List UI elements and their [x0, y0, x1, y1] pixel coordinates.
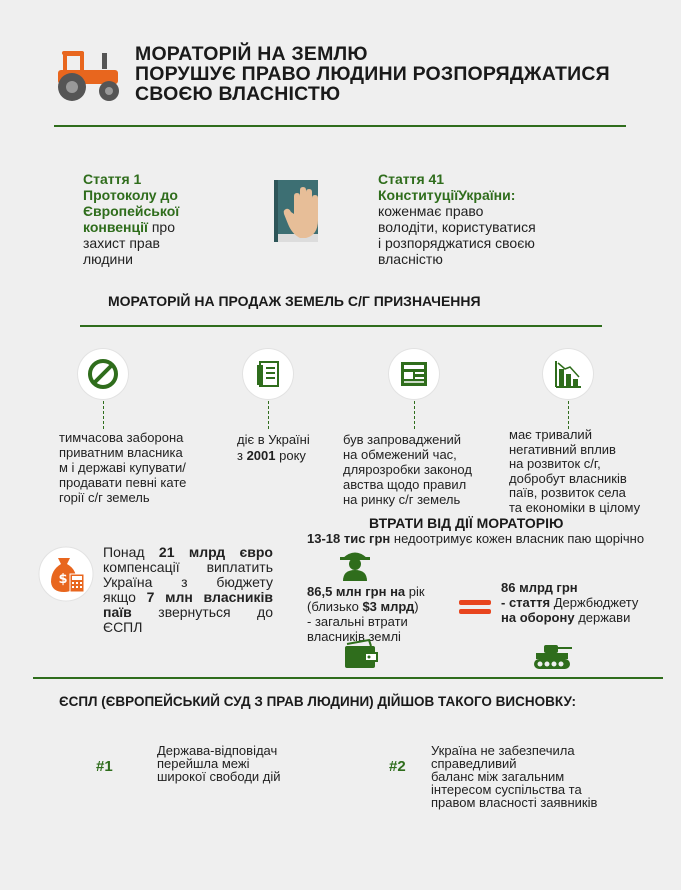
- conclusion-1-number: #1: [96, 758, 113, 775]
- losses-heading: ВТРАТИ ВІД ДІЇ МОРАТОРІЮ: [369, 515, 564, 531]
- conclusion-2-text: Україна не забезпечила справедливий баланс між загальним інтересом суспільства та правом власності заявників: [431, 743, 598, 810]
- wallet-icon: [343, 638, 379, 670]
- equals-sign-top: [459, 600, 491, 605]
- court-heading: ЄСПЛ (ЄВРОПЕЙСЬКИЙ СУД З ПРАВ ЛЮДИНИ) ДІЙШОВ ТАКОГО ВИСНОВКУ:: [59, 694, 577, 709]
- page-title: МОРАТОРІЙ НА ЗЕМЛЮ ПОРУШУЄ ПРАВО ЛЮДИНИ РОЗПОРЯДЖАТИСЯ СВОЄЮ ВЛАСНІСТЮ: [135, 43, 610, 105]
- prohibited-icon: [78, 349, 128, 399]
- moratorium-item-1-icon-circle: [78, 349, 128, 399]
- moratorium-item-3-text: був запроваджений на обмежений час, длярозробки законод авства щодо правил на ринку с/г земель: [343, 432, 472, 507]
- document-icon: [243, 349, 293, 399]
- constitution-book-icon: [272, 180, 334, 244]
- connector: [103, 401, 104, 429]
- moratorium-heading: МОРАТОРІЙ НА ПРОДАЖ ЗЕМЕЛЬ С/Г ПРИЗНАЧЕННЯ: [108, 293, 481, 309]
- losses-defense-budget: 86 млрд грн - стаття Держбюджету на оборону держави: [501, 580, 639, 625]
- moratorium-item-2-text: діє в Україні з 2001 року: [237, 432, 310, 463]
- svg-text:$: $: [58, 572, 68, 587]
- conclusion-2-number: #2: [389, 758, 406, 775]
- compensation-text: Понад 21 млрд євро компенсації виплатить Україна з бюджету якщо 7 млн власників паїв звернуться до ЄСПЛ: [103, 544, 273, 635]
- moratorium-item-1-text: тимчасова заборона приватним власника м і державі купувати/ продавати певні кате горії с/г земель: [59, 430, 187, 505]
- divider: [33, 677, 663, 679]
- connector: [414, 401, 415, 429]
- tank-icon: [532, 641, 572, 671]
- tractor-icon: [52, 49, 124, 103]
- moratorium-item-4-text: має тривалий негативний вплив на розвиток с/г, добробут власників паїв, розвиток села та економіки в цілому: [509, 427, 641, 515]
- connector: [568, 401, 569, 429]
- losses-per-owner: 13-18 тис грн недоотримує кожен власник паю щорічно: [307, 531, 645, 546]
- divider: [80, 325, 602, 327]
- farmer-icon: [338, 547, 372, 581]
- newspaper-icon: [389, 349, 439, 399]
- divider: [54, 125, 626, 127]
- money-bag-calculator-icon: [38, 546, 94, 602]
- article-constitution: Стаття 41 КонституціїУкраїни: коженмає право володіти, користуватися і розпоряджатися своєю власністю: [378, 171, 536, 267]
- chart-decline-icon: [543, 349, 593, 399]
- moratorium-item-2-icon-circle: [243, 349, 293, 399]
- moratorium-item-3-icon-circle: [389, 349, 439, 399]
- connector: [268, 401, 269, 429]
- equals-sign-bottom: [459, 609, 491, 614]
- moratorium-item-4-icon-circle: [543, 349, 593, 399]
- conclusion-1-text: Держава-відповідач перейшла межі широкої свободи дій: [157, 743, 281, 784]
- losses-total-owners: 86,5 млн грн на рік (близько $3 млрд) - загальні втрати власників землі: [307, 584, 425, 644]
- article-protocol: Стаття 1 Протоколу до Європейської конвенції про захист прав людини: [83, 171, 180, 267]
